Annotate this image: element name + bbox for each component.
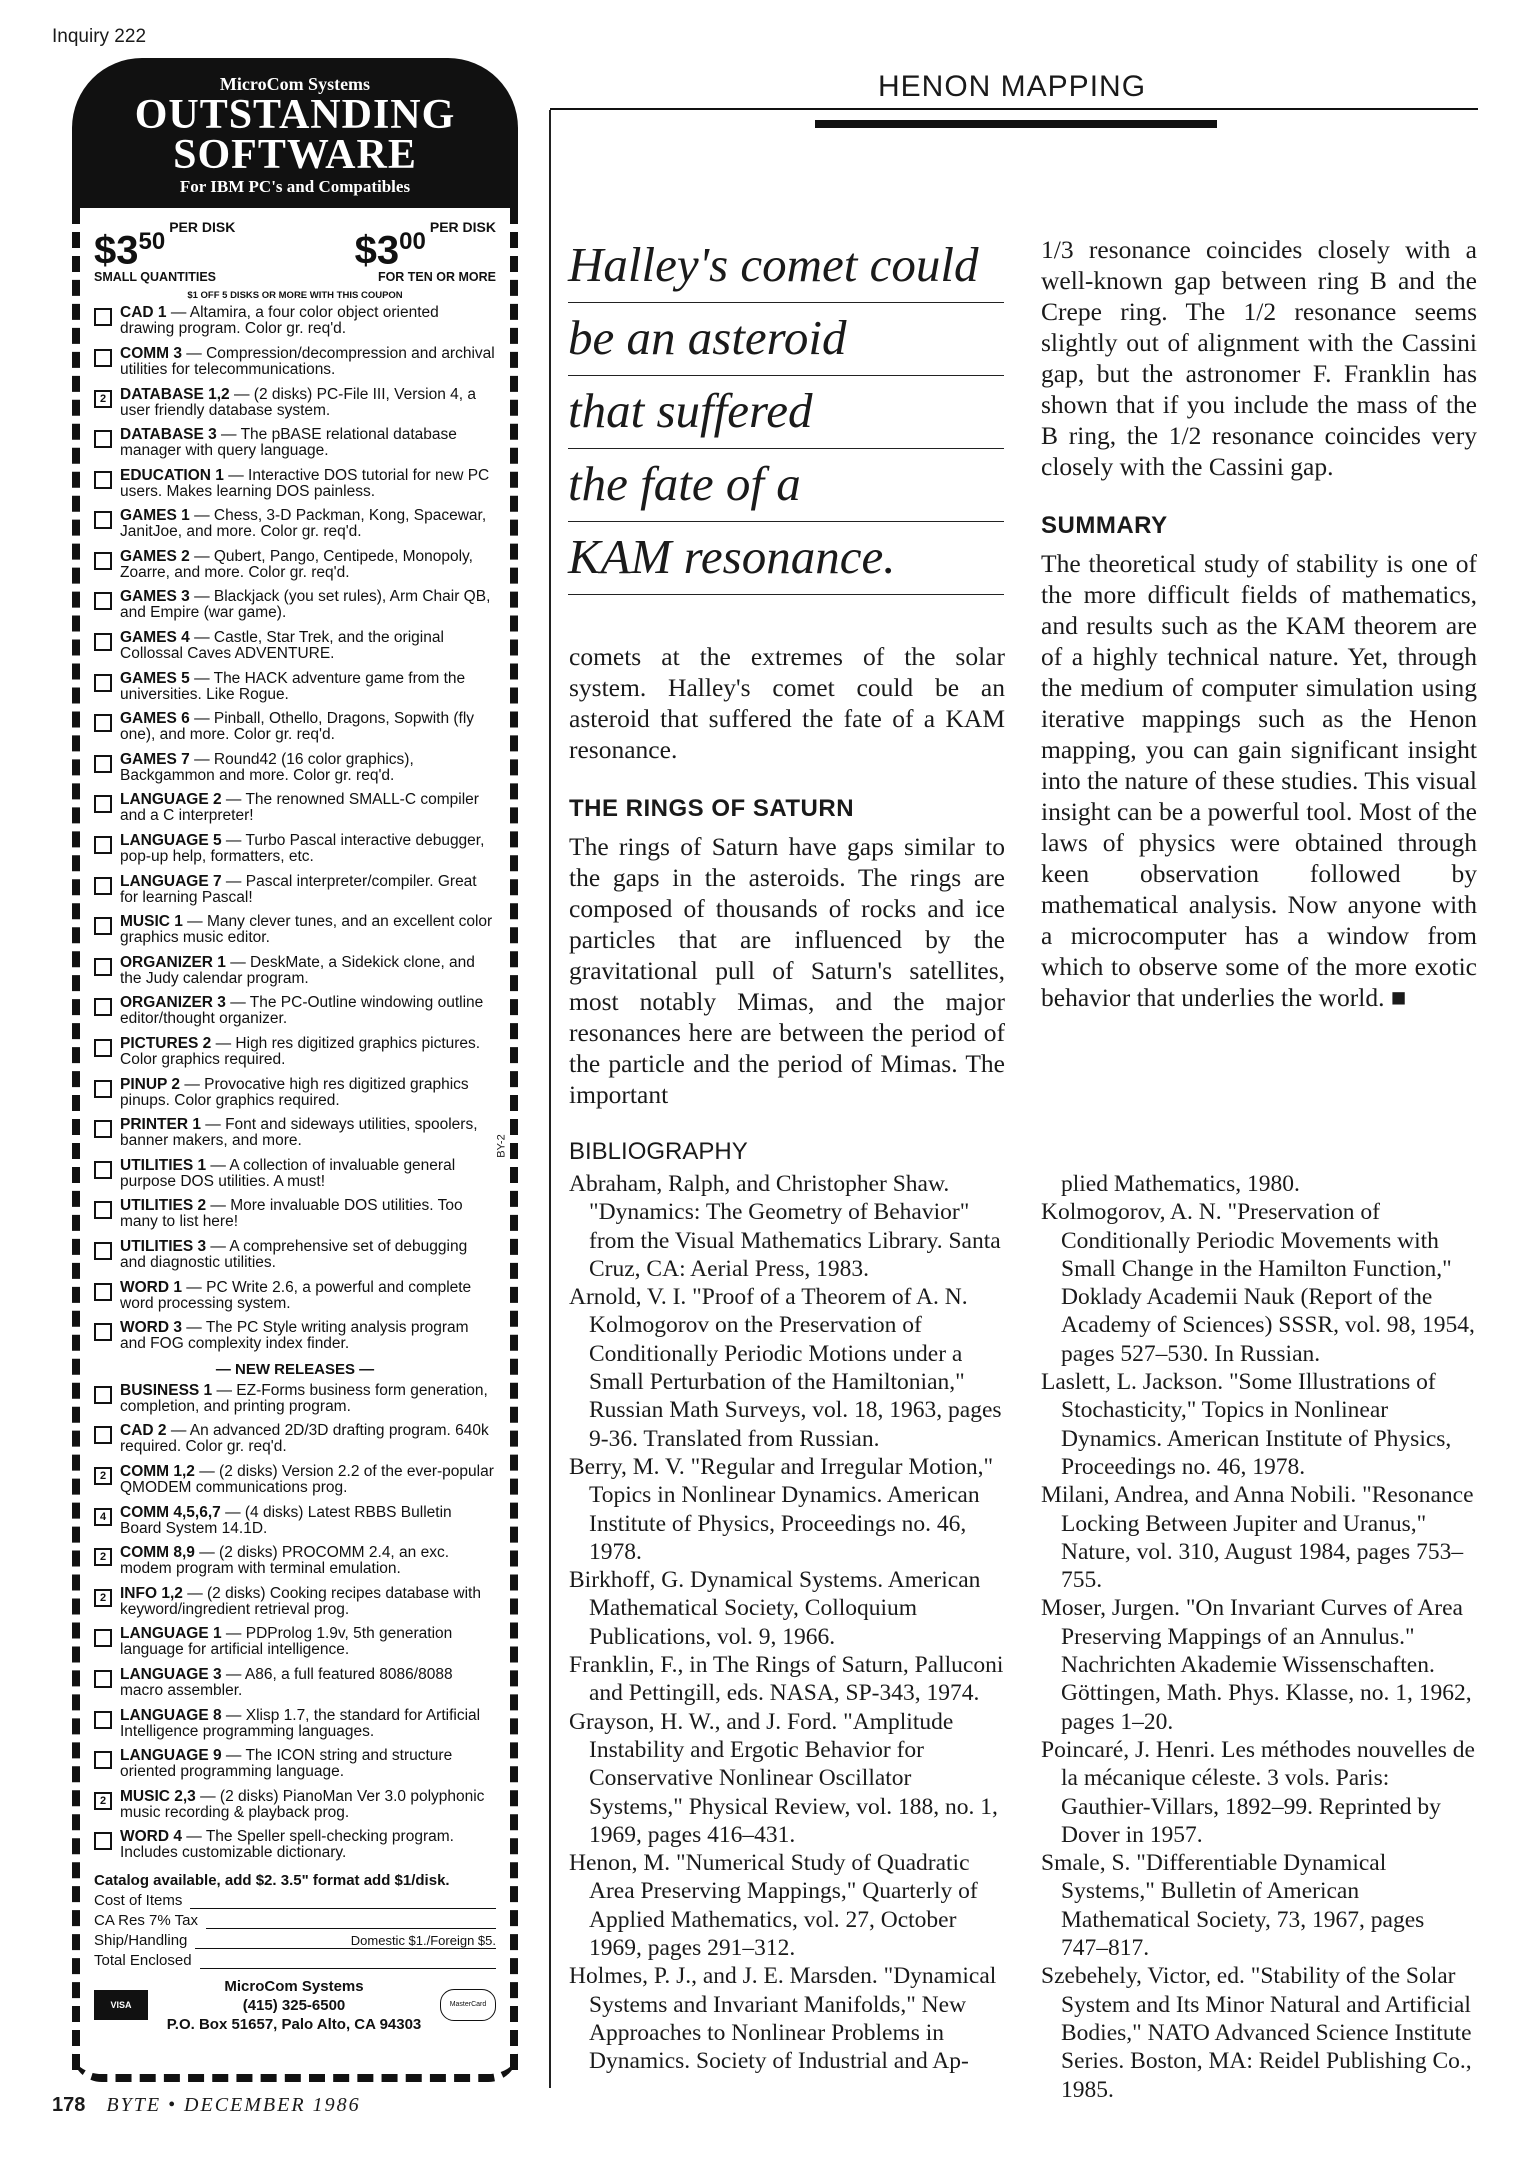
order-checkbox[interactable]: 4 — [94, 1508, 112, 1526]
order-checkbox[interactable] — [94, 1039, 112, 1057]
item-description: — DeskMate, a Sidekick clone, and the Judy calendar program. — [120, 953, 475, 987]
software-item — [94, 387, 496, 428]
software-item — [94, 346, 496, 387]
order-row — [94, 1909, 496, 1929]
ad-bottom-border — [72, 2052, 518, 2082]
item-name: ORGANIZER 3 — [120, 994, 226, 1012]
bibliography-entry: Grayson, H. W., and J. Ford. "Amplitude Instability and Ergotic Behavior for Conservative Nonlinear Oscillator Systems," Physical Review, vol. 188, no. 1, 1969, pages 416–431. — [569, 1708, 998, 1848]
item-name: WORD 1 — [120, 1278, 182, 1296]
price-ten-more: $\$3^{00}PER$ DISK — [354, 219, 496, 273]
item-description: — The renowned SMALL-C compiler and a C interpreter! — [120, 791, 479, 825]
bibliography-entry: Poincaré, J. Henri. Les méthodes nouvelles de la mécanique céleste. 3 vols. Paris: Gauthier-Villars, 1892–99. Reprinted by Dover in 1957. — [1041, 1736, 1475, 1848]
order-row-label: Total Enclosed — [94, 1951, 192, 1969]
item-name: GAMES 4 — [120, 629, 190, 647]
order-form — [94, 1889, 496, 1969]
order-row-blank[interactable] — [206, 1928, 496, 1929]
item-description: — Qubert, Pango, Centipede, Monopoly, Zoarre, and more. Color gr. req'd. — [120, 547, 473, 581]
price-row — [94, 220, 496, 272]
order-checkbox[interactable] — [94, 1629, 112, 1647]
order-checkbox[interactable] — [94, 877, 112, 895]
software-item — [94, 711, 496, 752]
item-description: — (4 disks) Latest RBBS Bulletin Board System 14.1D. — [120, 1503, 452, 1537]
item-name: UTILITIES 1 — [120, 1156, 207, 1174]
order-row-blank[interactable]: Domestic $1./Foreign $5. — [195, 1933, 496, 1949]
magazine-issue: BYTE • DECEMBER 1986 — [106, 2094, 361, 2116]
ad-company: MicroCom Systems — [219, 74, 371, 94]
software-item — [94, 833, 496, 874]
bibliography-entry: Szebehely, Victor, ed. "Stability of the Solar System and Its Minor Natural and Artificial Bodies," NATO Advanced Science Institute Series. Boston, MA: Reidel Publishing Co., 1985. — [1041, 1963, 1472, 2103]
order-row — [94, 1929, 496, 1949]
order-checkbox[interactable] — [94, 1242, 112, 1260]
coupon-text: $1 OFF 5 DISKS OR MORE WITH THIS COUPON — [187, 290, 403, 302]
software-item — [94, 549, 496, 590]
order-checkbox[interactable] — [94, 1080, 112, 1098]
item-name: DATABASE 3 — [120, 426, 217, 444]
article-header: HENON MAPPING — [878, 70, 1147, 103]
item-description: — A comprehensive set of debugging and diagnostic utilities. — [120, 1237, 468, 1271]
software-item — [94, 1626, 496, 1667]
order-checkbox[interactable] — [94, 917, 112, 935]
item-name: COMM 8,9 — [120, 1544, 195, 1562]
item-name: GAMES 7 — [120, 750, 190, 768]
software-item — [94, 1505, 496, 1546]
catalog-note: Catalog available, add $2. 3.5" format add $1/disk. — [94, 1871, 450, 1889]
item-name: GAMES 1 — [120, 507, 190, 525]
item-description: — PDProlog 1.9v, 5th generation language for artificial intelligence. — [120, 1625, 453, 1659]
item-description: — Castle, Star Trek, and the original Collossal Caves ADVENTURE. — [120, 629, 444, 663]
bibliography-entry: plied Mathematics, 1980. — [1061, 1171, 1300, 1197]
item-description: — Pascal interpreter/compiler. Great for learning Pascal! — [120, 872, 477, 906]
ad-headline-1: OUTSTANDING — [134, 92, 456, 138]
software-item — [94, 1423, 496, 1464]
pull-quote-line: Halley's comet could — [568, 230, 1004, 303]
item-name: COMM 4,5,6,7 — [120, 1503, 221, 1521]
item-description: — The PC-Outline windowing outline editor/thought organizer. — [120, 994, 484, 1028]
software-item — [94, 1829, 496, 1870]
item-name: COMM 3 — [120, 344, 182, 362]
item-description: — (2 disks) PROCOMM 2.4, an exc. modem program with terminal emulation. — [120, 1544, 450, 1578]
software-item — [94, 1789, 496, 1830]
item-description: — Altamira, a four color object oriented drawing program. Color gr. req'd. — [120, 304, 439, 338]
header-rule — [550, 108, 1478, 110]
item-name: LANGUAGE 7 — [120, 872, 222, 890]
item-description: — Font and sideways utilities, spoolers, banner makers, and more. — [120, 1116, 478, 1150]
order-checkbox[interactable] — [94, 1670, 112, 1688]
item-description: — Pinball, Othello, Dragons, Sopwith (fly one), and more. Color gr. req'd. — [120, 710, 475, 744]
order-checkbox[interactable] — [94, 430, 112, 448]
item-description: — (2 disks) PC-File III, Version 4, a user friendly database system. — [120, 385, 477, 419]
bibliography-entry: Milani, Andrea, and Anna Nobili. "Resonance Locking Between Jupiter and Uranus," Nature, vol. 310, August 1984, pages 753–755. — [1041, 1482, 1474, 1594]
order-row-blank[interactable] — [200, 1968, 496, 1969]
page-number: 178 — [52, 2094, 86, 2116]
software-item — [94, 427, 496, 468]
software-item — [94, 995, 496, 1036]
software-item — [94, 1320, 496, 1361]
rings-heading: THE RINGS OF SATURN — [569, 795, 855, 822]
software-item — [94, 1667, 496, 1708]
software-item — [94, 1117, 496, 1158]
item-name: INFO 1,2 — [120, 1584, 183, 1602]
inquiry-number: Inquiry 222 — [52, 26, 147, 47]
item-description: — The Speller spell-checking program. Includes customizable dictionary. — [120, 1828, 454, 1862]
price-small-qty: $\$3^{50}PER$ DISK — [94, 219, 236, 273]
bibliography-entry: Arnold, V. I. "Proof of a Theorem of A. N. Kolmogorov on the Preservation of Conditionally Periodic Motions under a Small Perturbation of the Hamiltonian," Russian Math Surveys, vol. 18, 1963, pages 9-36. Translated from Russian. — [569, 1284, 1002, 1452]
software-item — [94, 1036, 496, 1077]
new-releases-heading: — NEW RELEASES — — [215, 1360, 375, 1378]
item-name: LANGUAGE 8 — [120, 1706, 222, 1724]
software-item — [94, 1545, 496, 1586]
ten-or-more-label: FOR TEN OR MORE — [377, 270, 496, 285]
order-checkbox[interactable] — [94, 1426, 112, 1444]
bibliography-entry: Berry, M. V. "Regular and Irregular Motion," Topics in Nonlinear Dynamics. American Institute of Physics, Proceedings no. 46, 1978. — [569, 1453, 994, 1565]
item-description: — Compression/decompression and archival utilities for telecommunications. — [120, 344, 495, 378]
order-row-label: Cost of Items — [94, 1891, 183, 1909]
item-name: WORD 3 — [120, 1319, 182, 1337]
col1-intro: comets at the extremes of the solar system. Halley's comet could be an asteroid that suffered the fate of a KAM resonance. — [569, 642, 1005, 764]
item-name: PICTURES 2 — [120, 1035, 212, 1053]
item-description: — Round42 (16 color graphics), Backgammon and more. Color gr. req'd. — [120, 750, 414, 784]
software-item — [94, 508, 496, 549]
order-row-label: Ship/Handling — [94, 1931, 188, 1949]
contact-address: P.O. Box 51657, Palo Alto, CA 94303 — [166, 2015, 422, 2033]
order-row-label: CA Res 7% Tax — [94, 1911, 198, 1929]
item-name: GAMES 2 — [120, 547, 190, 565]
item-description: — The PC Style writing analysis program and FOG complexity index finder. — [120, 1319, 469, 1353]
item-description: — More invaluable DOS utilities. Too many to list here! — [120, 1197, 463, 1231]
item-description: — A86, a full featured 8086/8088 macro assembler. — [120, 1665, 453, 1699]
item-description: — The HACK adventure game from the universities. Like Rogue. — [120, 669, 466, 703]
software-item — [94, 955, 496, 996]
order-checkbox[interactable] — [94, 308, 112, 326]
bibliography-entry: Moser, Jurgen. "On Invariant Curves of Area Preserving Mappings of an Annulus." Nachrichten Akademie Wissenschaften. Göttingen, Math. Phys. Klasse, no. 1, 1962, pages 1–20. — [1041, 1595, 1472, 1735]
col2-text: 1/3 resonance coincides closely with a well-known gap between ring B and the Crepe ring. The 1/2 resonance seems slightly out of alignment with the Cassini gap, but the astronomer F. Franklin has shown that if you include the mass of the B ring, the 1/2 resonance coincides very closely with the Cassini gap. — [1041, 235, 1477, 481]
item-name: LANGUAGE 1 — [120, 1625, 222, 1643]
software-item — [94, 792, 496, 833]
pull-quote — [568, 230, 1004, 595]
column-divider — [549, 110, 551, 2088]
contact-phone: (415) 325-6500 — [242, 1996, 346, 2014]
item-description: — A collection of invaluable general purpose DOS utilities. A must! — [120, 1156, 456, 1190]
item-description: — The pBASE relational database manager with query language. — [120, 426, 457, 460]
bibliography-entry: Smale, S. "Differentiable Dynamical Systems," Bulletin of American Mathematical Society, 73, 1967, pages 747–817. — [1041, 1850, 1425, 1962]
item-name: EDUCATION 1 — [120, 466, 224, 484]
order-checkbox[interactable] — [94, 471, 112, 489]
order-checkbox[interactable]: 2 — [94, 1467, 112, 1485]
software-item — [94, 752, 496, 793]
header-bar — [815, 120, 1217, 128]
bibliography-entry: Franklin, F., in The Rings of Saturn, Palluconi and Pettingill, eds. NASA, SP-343, 1974. — [569, 1652, 1004, 1707]
item-description: — Chess, 3-D Packman, Kong, Spacewar, JanitJoe, and more. Color gr. req'd. — [120, 507, 487, 541]
software-item — [94, 914, 496, 955]
software-item — [94, 1280, 496, 1321]
software-item — [94, 1586, 496, 1627]
small-quantities-label: SMALL QUANTITIES — [94, 270, 216, 285]
item-name: LANGUAGE 5 — [120, 832, 222, 850]
item-name: COMM 1,2 — [120, 1462, 195, 1480]
order-checkbox[interactable] — [94, 836, 112, 854]
order-checkbox[interactable] — [94, 1161, 112, 1179]
item-description: — (2 disks) PianoMan Ver 3.0 polyphonic music recording & playback prog. — [120, 1787, 485, 1821]
order-checkbox[interactable] — [94, 1832, 112, 1850]
mastercard-logo: MasterCard — [440, 1989, 496, 2021]
pull-quote-line: be an asteroid — [568, 303, 1004, 376]
pull-quote-line: the fate of a — [568, 449, 1004, 522]
bibliography-heading: BIBLIOGRAPHY — [569, 1138, 748, 1165]
order-checkbox[interactable] — [94, 592, 112, 610]
software-item — [94, 671, 496, 712]
item-name: LANGUAGE 3 — [120, 1665, 222, 1683]
order-row — [94, 1949, 496, 1969]
item-name: LANGUAGE 9 — [120, 1747, 222, 1765]
order-checkbox[interactable] — [94, 1120, 112, 1138]
item-description: — The ICON string and structure oriented programming language. — [120, 1747, 453, 1781]
software-item — [94, 468, 496, 509]
software-item — [94, 1464, 496, 1505]
software-item — [94, 874, 496, 915]
item-name: DATABASE 1,2 — [120, 385, 230, 403]
order-checkbox[interactable] — [94, 714, 112, 732]
item-name: LANGUAGE 2 — [120, 791, 222, 809]
bibliography-entry: Abraham, Ralph, and Christopher Shaw. "Dynamics: The Geometry of Behavior" from the Visual Mathematics Library. Santa Cruz, CA: Aerial Press, 1983. — [569, 1171, 1001, 1282]
order-checkbox[interactable] — [94, 1201, 112, 1219]
order-row — [94, 1889, 496, 1909]
software-item — [94, 589, 496, 630]
software-item — [94, 630, 496, 671]
item-name: WORD 4 — [120, 1828, 182, 1846]
order-checkbox[interactable] — [94, 1283, 112, 1301]
order-checkbox[interactable] — [94, 958, 112, 976]
software-item — [94, 305, 496, 346]
order-checkbox[interactable] — [94, 998, 112, 1016]
order-checkbox[interactable] — [94, 1323, 112, 1341]
summary-text: The theoretical study of stability is one of the more difficult fields of mathematics, and results such as the KAM theorem are of a highly technical nature. Yet, through the medium of computer simulation using iterative mappings such as the Henon mapping, you can gain significant insight into the nature of these studies. This visual insight can be a powerful tool. Most of the laws of physics were obtained through keen observation followed by mathematical analysis. Now anyone with a microcomputer has a window from which to observe some of the more exotic behavior that underlies the world. ■ — [1041, 549, 1477, 1012]
contact-block — [94, 1977, 496, 2034]
bibliography-entry: Birkhoff, G. Dynamical Systems. American Mathematical Society, Colloquium Publications, vol. 9, 1966. — [569, 1567, 981, 1650]
pull-quote-line: that suffered — [568, 376, 1004, 449]
item-description: — Turbo Pascal interactive debugger, pop-up help, formatters, etc. — [120, 832, 485, 866]
order-checkbox[interactable] — [94, 511, 112, 529]
bibliography-entry: Henon, M. "Numerical Study of Quadratic Area Preserving Mappings," Quarterly of Applied Mathematics, vol. 27, October 1969, pages 291–312. — [569, 1850, 978, 1962]
order-checkbox[interactable]: 2 — [94, 390, 112, 408]
item-name: BUSINESS 1 — [120, 1381, 213, 1399]
item-name: MUSIC 1 — [120, 913, 183, 931]
software-item — [94, 1383, 496, 1424]
order-checkbox[interactable] — [94, 633, 112, 651]
bibliography-entry: Kolmogorov, A. N. "Preservation of Conditionally Periodic Movements with Small Change in the Hamilton Function," Doklady Academii Nauk (Report of the Academy of Sciences) SSSR, vol. 98, 1954, pages 527–530. In Russian. — [1041, 1199, 1475, 1367]
rings-text: The rings of Saturn have gaps similar to the gaps in the asteroids. The rings are composed of thousands of rocks and ice particles that are influenced by the gravitational pull of Saturn's satellites, most notably Mimas, and the major resonances here are between the period of the particle and the period of Mimas. The important — [569, 832, 1005, 1109]
item-description: — (2 disks) Cooking recipes database with keyword/ingredient retrieval prog. — [120, 1584, 481, 1618]
ad-subhead: For IBM PC's and Compatibles — [179, 177, 411, 196]
order-checkbox[interactable]: 2 — [94, 1589, 112, 1607]
order-checkbox[interactable] — [94, 1751, 112, 1769]
item-description: — Provocative high res digitized graphics pinups. Color graphics required. — [120, 1075, 469, 1109]
article-column-2 — [1041, 234, 1477, 1013]
summary-heading: SUMMARY — [1041, 512, 1168, 539]
bibliography-column-1 — [569, 1170, 1005, 2076]
order-checkbox[interactable] — [94, 795, 112, 813]
item-name: GAMES 6 — [120, 710, 190, 728]
software-item — [94, 1077, 496, 1118]
software-item — [94, 1198, 496, 1239]
item-name: PRINTER 1 — [120, 1116, 201, 1134]
item-description: — Xlisp 1.7, the standard for Artificial Intelligence programming languages. — [120, 1706, 481, 1740]
item-description: — Many clever tunes, and an excellent color graphics music editor. — [120, 913, 493, 947]
byte-code: BY-2 — [495, 1134, 508, 1158]
item-name: GAMES 3 — [120, 588, 190, 606]
order-checkbox[interactable]: 2 — [94, 1792, 112, 1810]
software-item — [94, 1158, 496, 1199]
order-checkbox[interactable] — [94, 1711, 112, 1729]
page-footer — [52, 2094, 361, 2117]
visa-logo: VISA — [94, 1990, 148, 2020]
item-description: — (2 disks) Version 2.2 of the ever-popular QMODEM communications prog. — [120, 1462, 494, 1496]
software-list — [94, 305, 496, 1360]
item-description: — High res digitized graphics pictures. Color graphics required. — [120, 1035, 481, 1069]
order-row-blank[interactable] — [190, 1908, 496, 1909]
order-checkbox[interactable] — [94, 552, 112, 570]
item-name: CAD 2 — [120, 1422, 167, 1440]
new-software-list — [94, 1383, 496, 1870]
item-description: — Interactive DOS tutorial for new PC users. Makes learning DOS painless. — [120, 466, 490, 500]
bibliography-column-2 — [1041, 1170, 1477, 2104]
software-item — [94, 1708, 496, 1749]
bibliography-entry: Holmes, P. J., and J. E. Marsden. "Dynamical Systems and Invariant Manifolds," New Approaches to Nonlinear Problems in Dynamics. Society of Industrial and Ap- — [569, 1963, 997, 2075]
item-description: — Blackjack (you set rules), Arm Chair QB, and Empire (war game). — [120, 588, 491, 622]
bibliography-entry: Laslett, L. Jackson. "Some Illustrations of Stochasticity," Topics in Nonlinear Dynamics. American Institute of Physics, Proceedings no. 46, 1978. — [1041, 1369, 1452, 1480]
item-name: CAD 1 — [120, 304, 167, 322]
order-checkbox[interactable]: 2 — [94, 1548, 112, 1566]
item-name: ORGANIZER 1 — [120, 953, 226, 971]
item-description: — An advanced 2D/3D drafting program. 640k required. Color gr. req'd. — [120, 1422, 489, 1456]
item-description: — EZ-Forms business form generation, completion, and printing program. — [120, 1381, 488, 1415]
item-name: MUSIC 2,3 — [120, 1787, 196, 1805]
ad-headline-2: SOFTWARE — [173, 132, 417, 178]
ad-body — [72, 208, 518, 2070]
order-checkbox[interactable] — [94, 349, 112, 367]
item-name: PINUP 2 — [120, 1075, 181, 1093]
pull-quote-line: KAM resonance. — [568, 522, 1004, 595]
order-checkbox[interactable] — [94, 1386, 112, 1404]
item-name: UTILITIES 3 — [120, 1237, 207, 1255]
item-name: UTILITIES 2 — [120, 1197, 207, 1215]
order-checkbox[interactable] — [94, 755, 112, 773]
order-checkbox[interactable] — [94, 674, 112, 692]
contact-name: MicroCom Systems — [224, 1977, 364, 1995]
software-item — [94, 1748, 496, 1789]
ad-header — [72, 58, 518, 208]
software-item — [94, 1239, 496, 1280]
item-name: GAMES 5 — [120, 669, 190, 687]
article-column-1 — [569, 641, 1005, 1110]
item-description: — PC Write 2.6, a powerful and complete word processing system. — [120, 1278, 472, 1312]
